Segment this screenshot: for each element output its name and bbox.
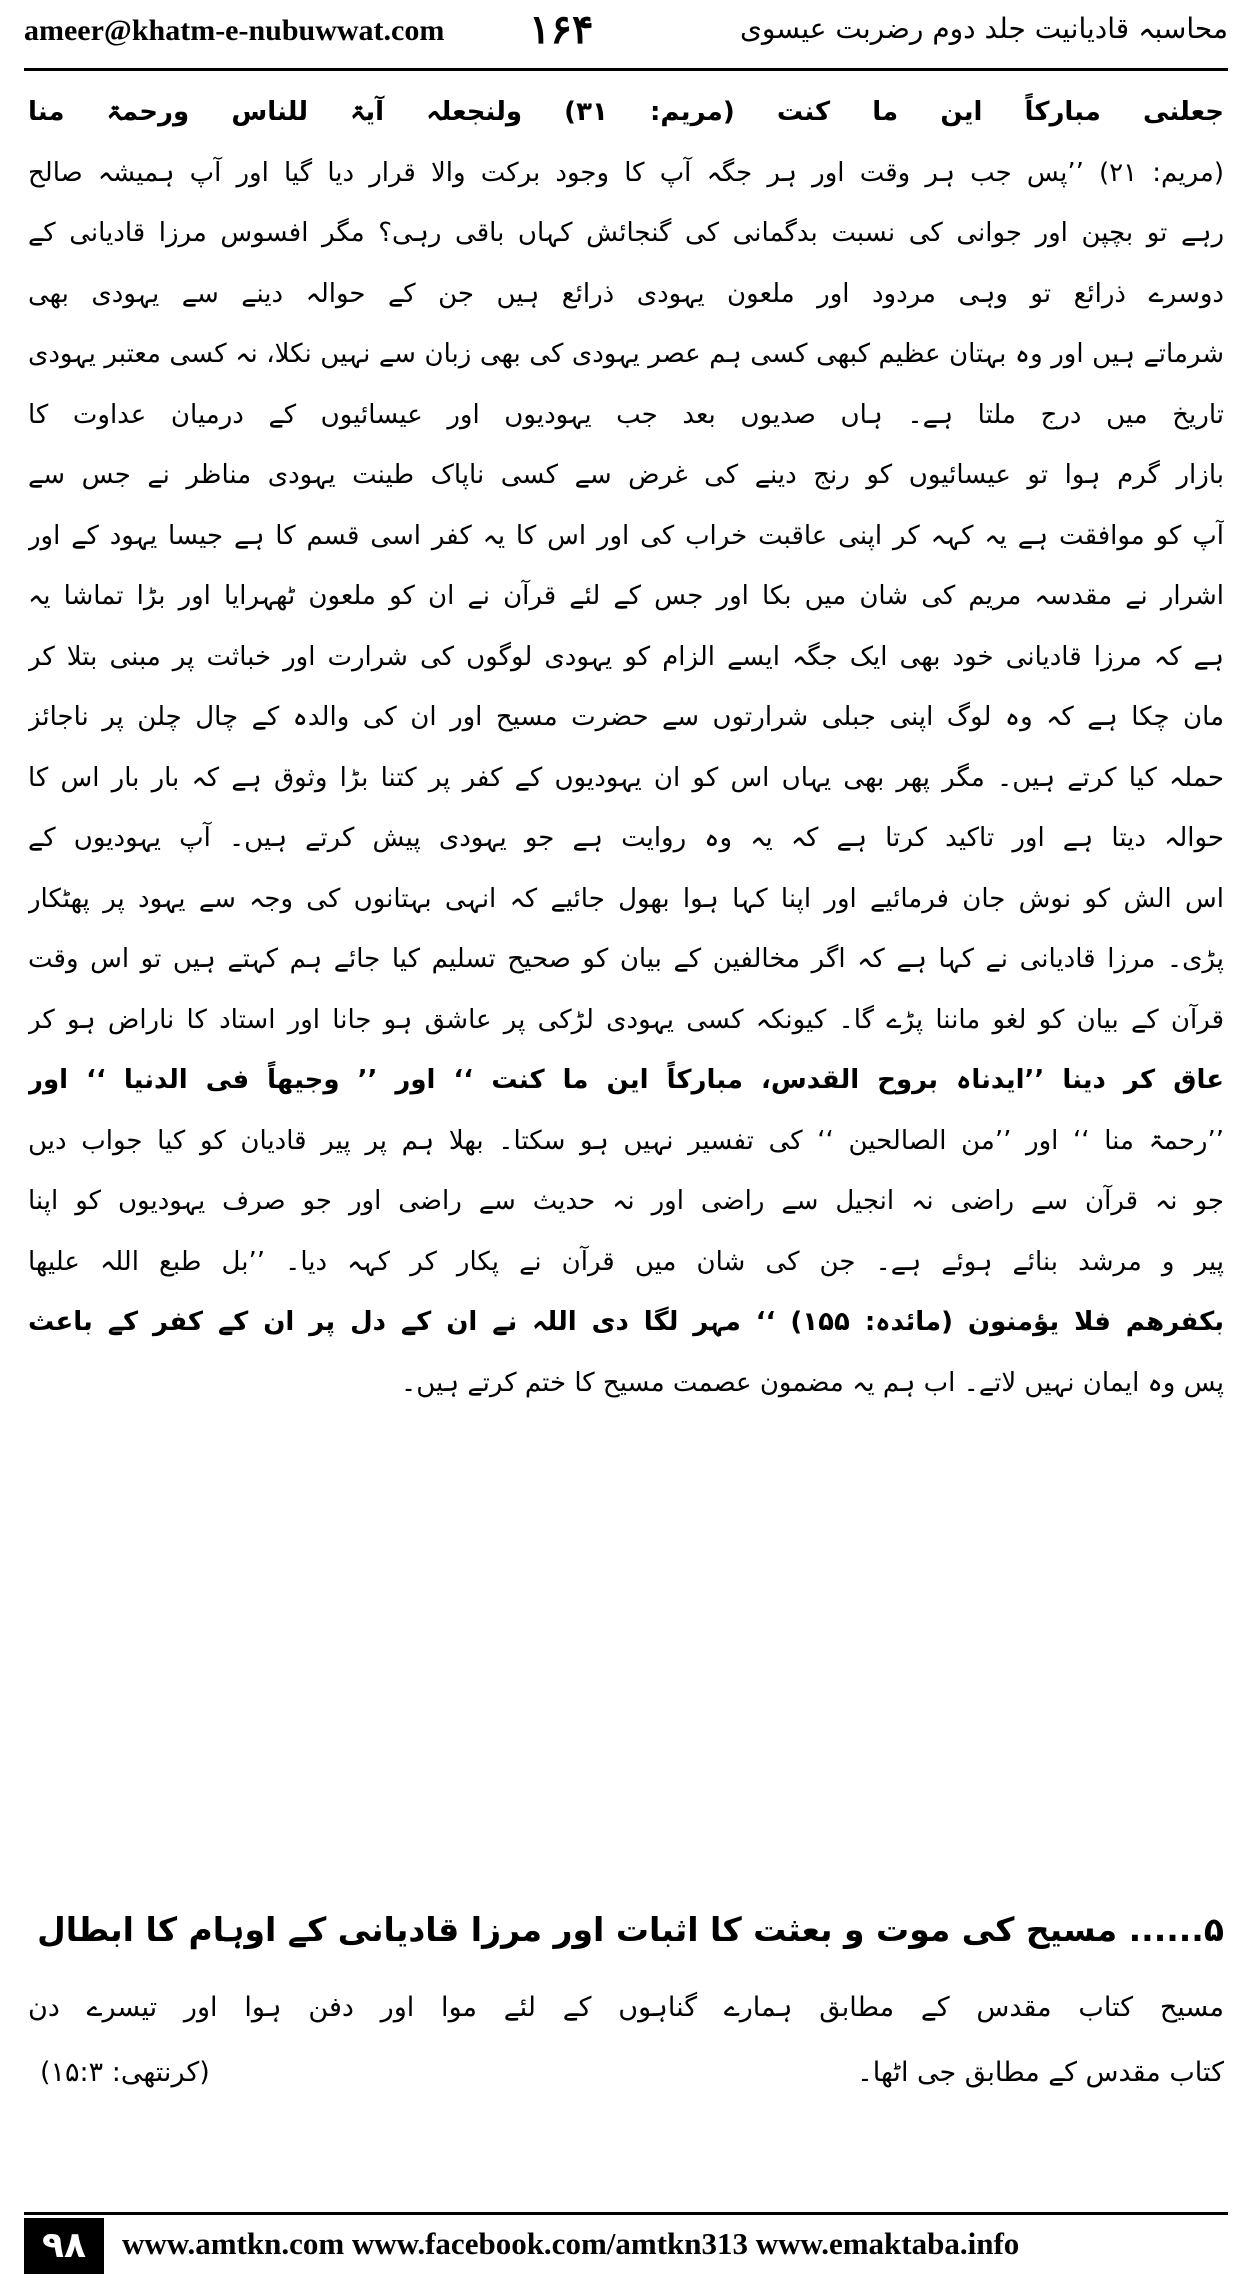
body-line: شرماتے ہیں اور وہ بہتان عظیم کبھی کسی ہم عصر یہودی کی بھی زبان سے نہیں نکلا، نہ کسی معتبر یہودی bbox=[28, 339, 1224, 369]
body-line: ’’رحمۃ منا ‘‘ اور ’’من الصالحین ‘‘ کی تفسیر نہیں ہو سکتا۔ بھلا ہم پر پیر قادیان کو کیا جواب دیں bbox=[28, 1125, 1224, 1156]
body-line: مان چکا ہے کہ وہ لوگ اپنی جبلی شرارتوں سے حضرت مسیح اور ان کی والدہ کے چال چلن پر ناجائز bbox=[28, 702, 1224, 732]
body-line: جو نہ قرآن سے راضی نہ انجیل سے راضی اور نہ حدیث سے راضی اور جو صرف یہودیوں کو اپنا bbox=[28, 1186, 1224, 1216]
body-line: بکفرھم فلا یؤمنون (مائدہ: ۱۵۵) ‘‘ مہر لگا دی اللہ نے ان کے دل پر ان کے کفر کے باعث bbox=[28, 1307, 1224, 1337]
header-page-number: ۱۶۴ bbox=[529, 6, 594, 53]
body-line: آپ کو موافقت ہے یہ کہہ کر اپنی عاقبت خراب کی اور اس کا یہ کفر اسی قسم کا ہے جیسا یہود کے اور bbox=[28, 520, 1224, 551]
page-footer bbox=[24, 2218, 1228, 2274]
section-subtitle-line-1: مسیح کتاب مقدس کے مطابق ہمارے گناہوں کے لئے موا اور دفن ہوا اور تیسرے دن bbox=[28, 1992, 1224, 2023]
footer-divider bbox=[24, 2212, 1228, 2215]
body-line: رہے تو بچپن اور جوانی کی نسبت بدگمانی کی گنجائش کہاں باقی رہی؟ مگر افسوس مرزا قادیانی کے bbox=[28, 218, 1224, 248]
section-subtitle-line-2: کتاب مقدس کے مطابق جی اٹھا۔ bbox=[856, 2057, 1224, 2088]
section-heading: ۵...... مسیح کی موت و بعثت کا اثبات اور مرزا قادیانی کے اوہام کا ابطال bbox=[37, 1910, 1224, 1949]
body-line: حوالہ دیتا ہے اور تاکید کرتا ہے کہ یہ وہ روایت ہے جو یہودی پیش کرتے ہیں۔ آپ یہودیوں کے bbox=[28, 823, 1224, 853]
body-line: (مریم: ۲۱) ’’پس جب ہر وقت اور ہر جگہ آپ کا وجود برکت والا قرار دیا گیا اور آپ ہمیشہ صالح bbox=[28, 157, 1224, 188]
footer-links: www.amtkn.com www.facebook.com/amtkn313 www.emaktaba.info bbox=[122, 2226, 1020, 2261]
body-line: دوسرے ذرائع تو وہی مردود اور ملعون یہودی ذرائع ہیں جن کے حوالہ دینے سے یہودی بھی bbox=[28, 278, 1224, 309]
body-line: بازار گرم ہوا تو عیسائیوں کو رنج دینے کی غرض سے کسی ناپاک طینت یہودی مناظر نے جس سے bbox=[28, 460, 1224, 490]
body-line: عاق کر دینا ’’ایدناہ بروح القدس، مبارکاً این ما کنت ‘‘ اور ’’ وجیھاً فی الدنیا ‘‘ اور bbox=[28, 1065, 1224, 1095]
body-line: پڑی۔ مرزا قادیانی نے کہا ہے کہ اگر مخالفین کے بیان کو صحیح تسلیم کیا جائے ہم کہتے ہیں تو اس وقت bbox=[28, 944, 1224, 974]
header-email: ameer@khatm-e-nubuwwat.com bbox=[24, 14, 445, 47]
body-line: پیر و مرشد بنائے ہوئے ہے۔ جن کی شان میں قرآن نے پکار کر کہہ دیا۔ ’’بل طبع اللہ علیھا bbox=[28, 1246, 1224, 1277]
page-header bbox=[24, 6, 1228, 66]
header-divider bbox=[24, 68, 1228, 71]
body-text bbox=[28, 82, 1224, 1413]
footer-page-badge: ۹۸ bbox=[24, 2218, 104, 2274]
header-book-title: محاسبہ قادیانیت جلد دوم رضربت عیسوی bbox=[739, 12, 1228, 45]
body-line: قرآن کے بیان کو لغو ماننا پڑے گا۔ کیونکہ کسی یہودی لڑکی پر عاشق ہو جانا اور استاد کا ناراض ہو کر bbox=[28, 1004, 1224, 1035]
body-line: اشرار نے مقدسہ مریم کی شان میں بکا اور جس کے لئے قرآن نے ان کو ملعون ٹھہرایا اور بڑا تماشا یہ bbox=[28, 581, 1224, 611]
body-line: پس وہ ایمان نہیں لاتے۔ اب ہم یہ مضمون عصمت مسیح کا ختم کرتے ہیں۔ bbox=[401, 1367, 1224, 1398]
body-line: تاریخ میں درج ملتا ہے۔ ہاں صدیوں بعد جب یہودیوں اور عیسائیوں کے درمیان عداوت کا bbox=[28, 399, 1224, 430]
body-line: حملہ کیا کرتے ہیں۔ مگر پھر بھی یہاں اس کو ان یہودیوں کے کفر پر کتنا بڑا وثوق ہے کہ بار بار اس کا bbox=[28, 762, 1224, 793]
body-line: ہے کہ مرزا قادیانی خود بھی ایک جگہ ایسے الزام کو یہودی لوگوں کی شرارت اور خباثت پر مبنی بتلا کر bbox=[28, 641, 1224, 672]
bible-reference: (کرنتھی: ۱۵:۳) bbox=[40, 2057, 210, 2088]
body-line: اس الش کو نوش جان فرمائیے اور اپنا کہا ہوا بھول جائیے کہ انہی بہتانوں کی وجہ سے یہود پر پھٹکار bbox=[28, 883, 1224, 914]
body-line: جعلنی مبارکاً این ما کنت (مریم: ۳۱) ولنجعلہ آیۃ للناس ورحمۃ منا bbox=[28, 97, 1224, 127]
